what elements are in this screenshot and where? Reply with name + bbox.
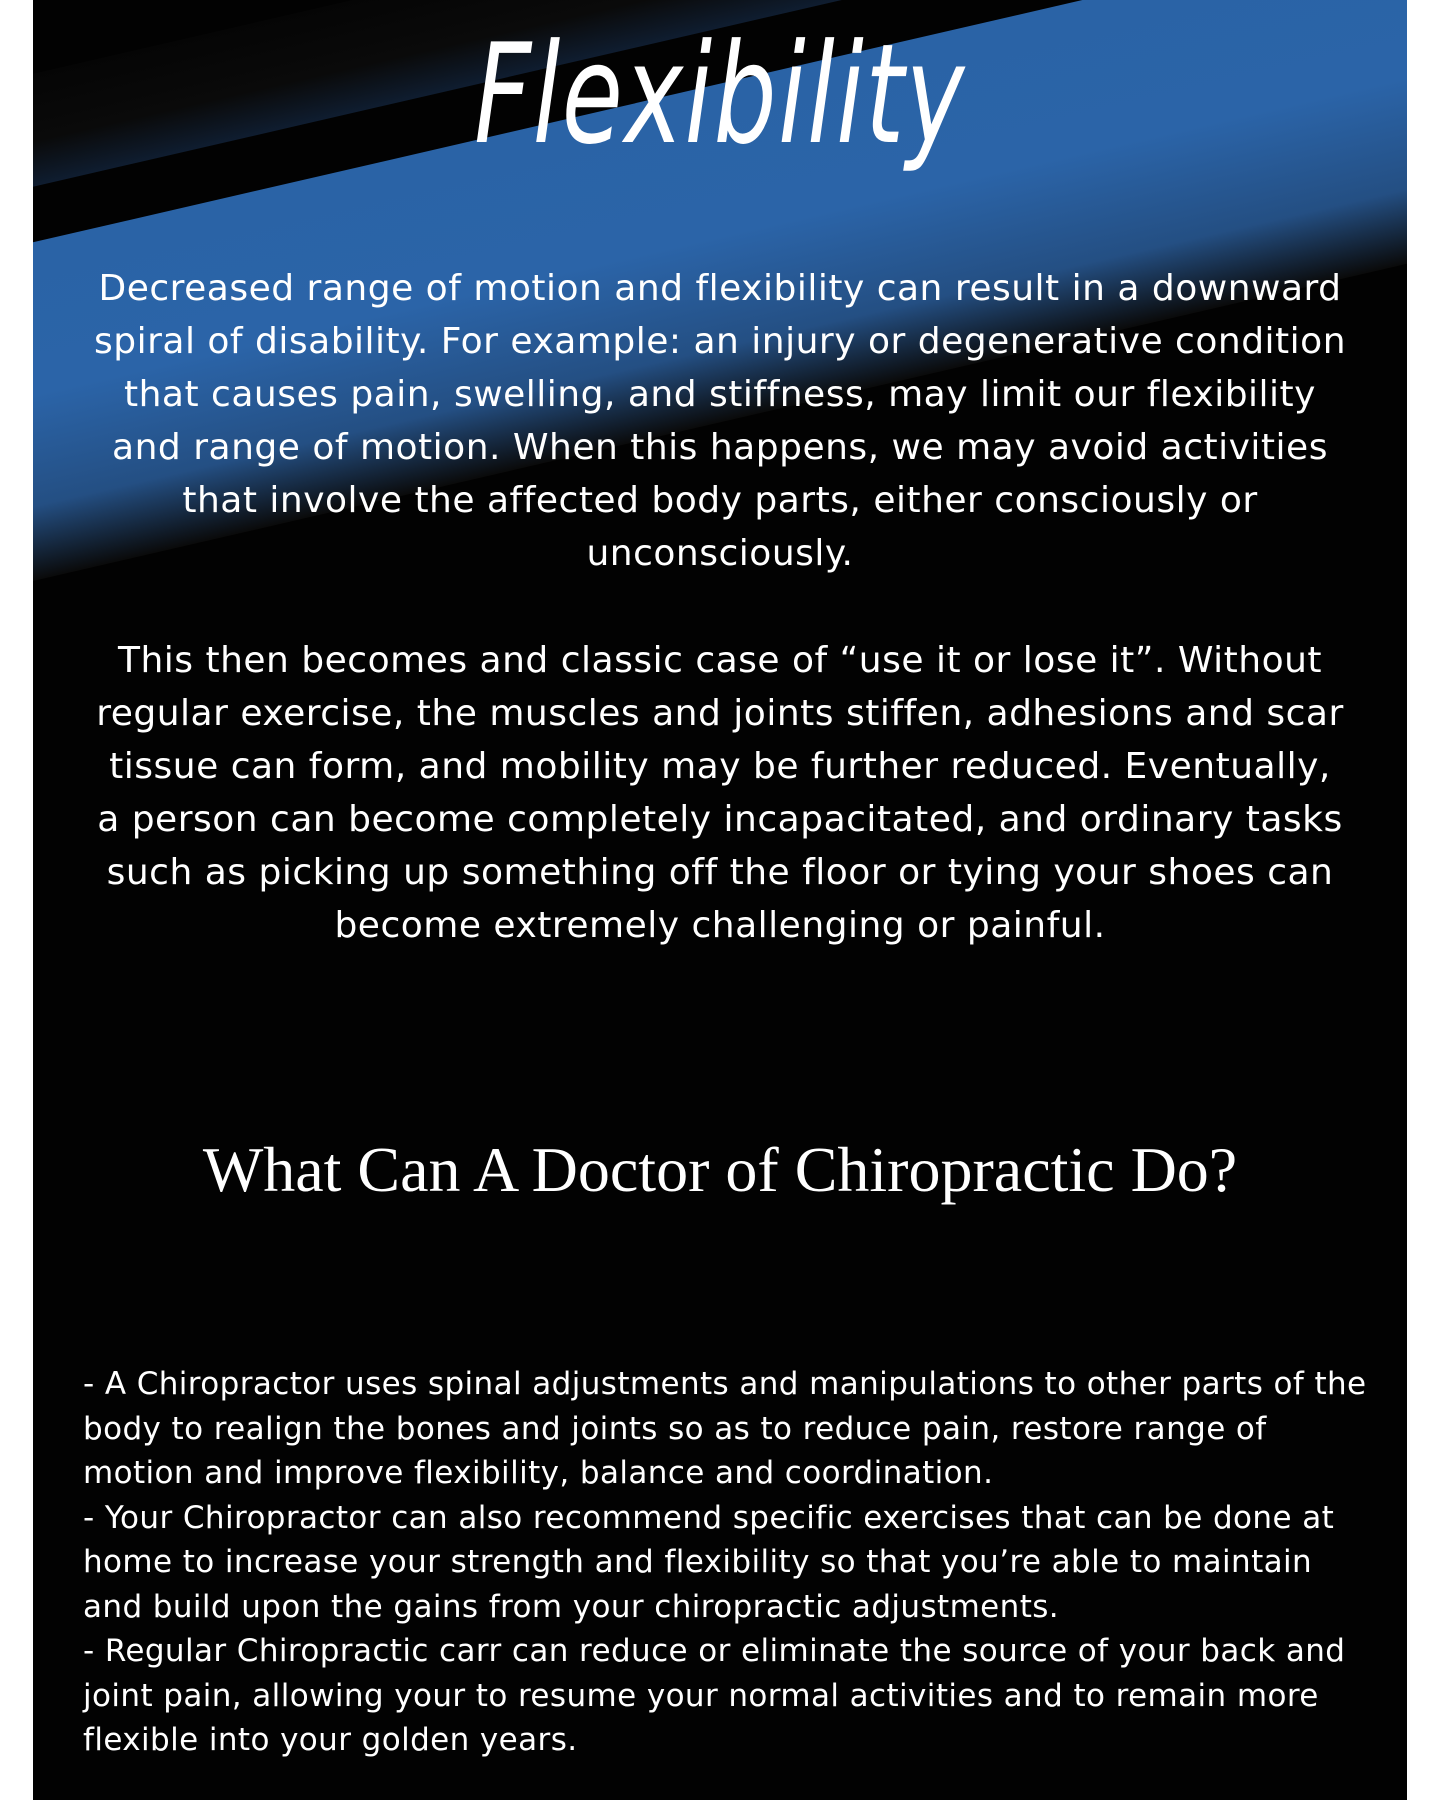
list-item: - Regular Chiropractic carr can reduce or eliminate the source of your back and joint pain, allowing your to resume your normal activities and to remain more flexible into your golden years. [83,1633,1346,1758]
intro-paragraph-2: This then becomes and classic case of “use it or lose it”. Without regular exercise, the muscles and joints stiffen, adhesions and scar tissue can form, and mobility may be further reduced. Eventually, a person can become completely incapacitated, and ordinary tasks such as picking up something off the floor or tying your shoes can become extremely challenging or painful. [96,640,1344,946]
flyer-page [33,0,1407,1800]
list-item: - Your Chiropractor can also recommend specific exercises that can be done at home to increase your strength and flexibility so that you’re able to maintain and build upon the gains from your chiropractic adjustments. [83,1499,1335,1625]
page-title: Flexibility [474,14,966,175]
list-item: - A Chiropractor uses spinal adjustments and manipulations to other parts of the body to realign the bones and joints so as to reduce pain, restore range of motion and improve flexibility, balance and coordination. [83,1366,1367,1491]
section-heading: What Can A Doctor of Chiropractic Do? [202,1134,1238,1205]
benefits-list [83,1362,1373,1763]
intro-paragraph-1: Decreased range of motion and flexibility can result in a downward spiral of disability. For example: an injury or degenerative condition that causes pain, swelling, and stiffness, may limit our flexibility and range of motion. When this happens, we may avoid activities that involve the affected body parts, either consciously or unconsciously. [93,268,1347,574]
